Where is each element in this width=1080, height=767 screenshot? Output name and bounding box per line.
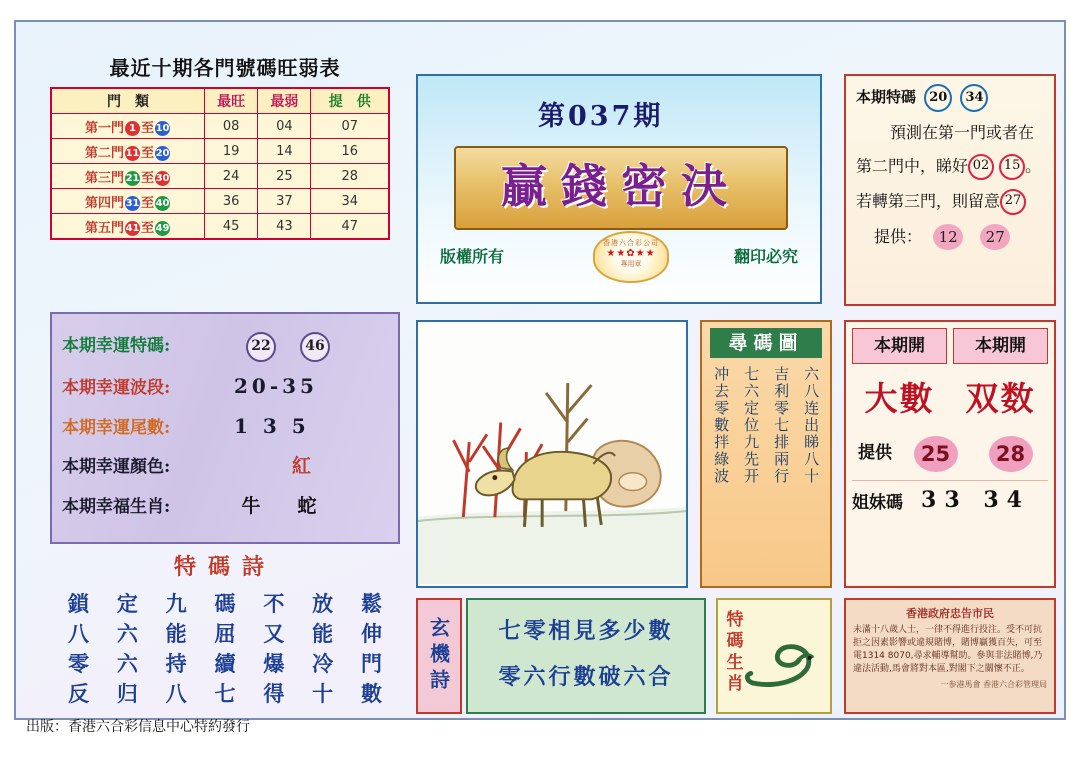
ball-icon: 40: [155, 197, 170, 209]
lucky-special-1: 22: [246, 332, 276, 362]
hot-cold-table: [50, 87, 390, 240]
ball-icon: 30: [155, 172, 170, 184]
lucky-row-color: 本期幸運顏色: 紅: [62, 455, 312, 477]
lucky-band-value: 20-35: [234, 374, 318, 398]
header-category: 門 類: [51, 88, 205, 114]
lucky-panel: [50, 312, 400, 544]
special-poem-block: [50, 550, 400, 714]
seal-bottom-text: 專用章: [620, 260, 642, 268]
table-row: [51, 214, 389, 240]
result-supply-label: 提供: [858, 443, 892, 464]
header-coldest: 最弱: [258, 88, 311, 114]
row-label-2: 第二門 11 至 20: [51, 139, 205, 164]
row-label-4: 第四門 31 至 40: [51, 189, 205, 214]
banner-title-plate: [454, 146, 788, 230]
ball-icon: 31: [125, 197, 140, 209]
poem-line: 八 六 能 屈 又 能 伸: [68, 621, 382, 646]
find-code-column: 七六定位九先开: [742, 366, 761, 485]
result-values: [852, 368, 1048, 430]
find-code-title: 尋碼圖: [710, 328, 822, 358]
find-code-column: 六八连出睇八十: [802, 366, 821, 485]
special-code-row: [856, 84, 1044, 112]
result-value-left: 大數: [864, 379, 935, 418]
cell-supply: 34: [311, 189, 389, 214]
result-panel: [844, 320, 1056, 588]
find-code-column: 吉利零七排兩行: [772, 366, 791, 485]
zodiac-panel: [716, 598, 832, 714]
ball-icon: 20: [155, 147, 170, 159]
table-row: [51, 114, 389, 139]
result-supply-row: [852, 436, 1048, 472]
hint-code-3: 27: [1000, 189, 1026, 215]
copyright-left: 版權所有: [440, 247, 505, 266]
result-supply-balls: [898, 436, 1048, 472]
table-title: 最近十期各門號碼旺弱表: [109, 56, 341, 80]
prediction-line-2: 第二門中，睇好 02 15 。: [856, 154, 1044, 180]
lucky-row-zodiac: 本期幸福生肖: 牛 蛇: [62, 486, 388, 526]
sister-code-label: 姐妹碼: [852, 492, 903, 513]
ball-icon: 49: [155, 222, 170, 234]
row-label-1: 第一門 1 至 10: [51, 114, 205, 139]
mystic-poem-line-1: 七零相見多少數: [498, 618, 674, 644]
seal-stars: ★★✿★★: [606, 248, 656, 259]
notice-footer: 一参港馬會 香港六合彩管理局: [940, 680, 1047, 690]
publisher-footer: 出版：香港六合彩信息中心特約發行: [26, 719, 250, 735]
sister-code-values: 33 34: [921, 487, 1030, 513]
find-code-columns: [702, 366, 830, 566]
cell-hottest: 24: [205, 164, 258, 189]
cell-coldest: 25: [258, 164, 311, 189]
ball-icon: 11: [125, 147, 140, 159]
special-poem-lines: [50, 589, 400, 709]
mystic-poem-label: 玄機詩: [416, 598, 462, 714]
find-code-column: 冲去零數拌綠波: [712, 366, 731, 485]
cell-coldest: 43: [258, 214, 311, 240]
supply-ball-1: 12: [933, 224, 963, 250]
hint-code-2: 15: [999, 154, 1025, 180]
title-banner: [416, 74, 822, 304]
cell-supply: 28: [311, 164, 389, 189]
poster-sheet: [14, 20, 1066, 720]
cell-hottest: 45: [205, 214, 258, 240]
result-value-right: 双数: [965, 379, 1036, 418]
table-row: [51, 189, 389, 214]
cell-supply: 07: [311, 114, 389, 139]
ball-icon: 10: [155, 122, 170, 134]
row-label-3: 第三門 21 至 30: [51, 164, 205, 189]
special-code-panel: [844, 74, 1056, 306]
poem-line: 零 六 持 續 爆 冷 門: [68, 651, 382, 676]
prediction-line-1: 預測在第一門或者在: [890, 123, 1035, 142]
notice-title: 香港政府忠告市民: [906, 607, 994, 620]
ball-icon: 41: [125, 222, 140, 234]
find-code-panel: [700, 320, 832, 588]
special-poem-title: 特碼詩: [173, 554, 276, 580]
zodiac-panel-label: 特碼生肖: [726, 610, 744, 694]
lucky-row-band: 本期幸運波段: 20-35: [62, 374, 318, 398]
cell-supply: 16: [311, 139, 389, 164]
seal-top-text: 香港六合彩公司: [603, 239, 659, 247]
result-header-right: 本期開: [953, 328, 1048, 364]
cell-coldest: 37: [258, 189, 311, 214]
seal-stamp-icon: [593, 231, 669, 283]
supply-row: [856, 224, 1044, 250]
goat-illustration: [416, 320, 688, 588]
lucky-special-2: 46: [300, 332, 330, 362]
header-hottest: 最旺: [205, 88, 258, 114]
poem-line: 反 归 八 七 得 十 數: [68, 681, 382, 706]
table-header-row: [51, 88, 389, 114]
government-notice: [844, 598, 1056, 714]
lucky-zodiac-2: 蛇: [297, 495, 317, 517]
hot-cold-table-block: [50, 52, 400, 247]
special-code-1: 20: [924, 84, 952, 112]
cell-hottest: 08: [205, 114, 258, 139]
cell-coldest: 04: [258, 114, 311, 139]
poem-line: 鎖 定 九 碼 不 放 鬆: [68, 591, 382, 616]
cell-hottest: 36: [205, 189, 258, 214]
result-header-left: 本期開: [852, 328, 947, 364]
table-row: [51, 139, 389, 164]
sister-code-row: [852, 480, 1048, 513]
row-label-5: 第五門 41 至 49: [51, 214, 205, 240]
special-code-label: 本期特碼: [856, 88, 917, 106]
mystic-poem-text: [466, 598, 706, 714]
cell-coldest: 14: [258, 139, 311, 164]
goat-drawing: [418, 322, 686, 586]
ball-icon: 1: [125, 121, 140, 136]
lucky-row-tail: 本期幸運尾數: 1 3 5: [62, 414, 310, 438]
hint-code-1: 02: [968, 154, 994, 180]
lucky-tail-value: 1 3 5: [234, 414, 310, 438]
copyright-right: 翻印必究: [733, 247, 798, 266]
ball-icon: 21: [125, 172, 140, 184]
banner-title: 贏錢密決: [501, 159, 741, 213]
supply-ball-2: 27: [980, 224, 1010, 250]
period-label: 第037期: [538, 101, 664, 132]
supply-label: 提供：: [874, 227, 923, 246]
result-ball-1: 25: [914, 436, 958, 472]
cell-hottest: 19: [205, 139, 258, 164]
table-row: [51, 164, 389, 189]
special-code-2: 34: [960, 84, 988, 112]
prediction-line-3: 若轉第三門，則留意 27: [856, 189, 1044, 215]
lucky-zodiac-1: 牛: [241, 495, 261, 517]
mystic-poem-line-2: 零六行數破六合: [498, 664, 674, 690]
header-supply: 提 供: [311, 88, 389, 114]
result-ball-2: 28: [989, 436, 1033, 472]
cell-supply: 47: [311, 214, 389, 240]
lucky-color-value: 紅: [292, 455, 312, 477]
notice-body: 未滿十八歲人士，一律不得進行投注。受不可抗拒之因素影響或違規賭博，賭博贏獲百失，可至電1314 8070,尋求輔導幫助。參與非法賭博,乃違法活動,馬會將對本區,對閣下之關懷不正。: [853, 625, 1043, 675]
result-headers: [852, 328, 1048, 364]
lucky-row-special: 本期幸運特碼: 22 46: [62, 326, 388, 366]
